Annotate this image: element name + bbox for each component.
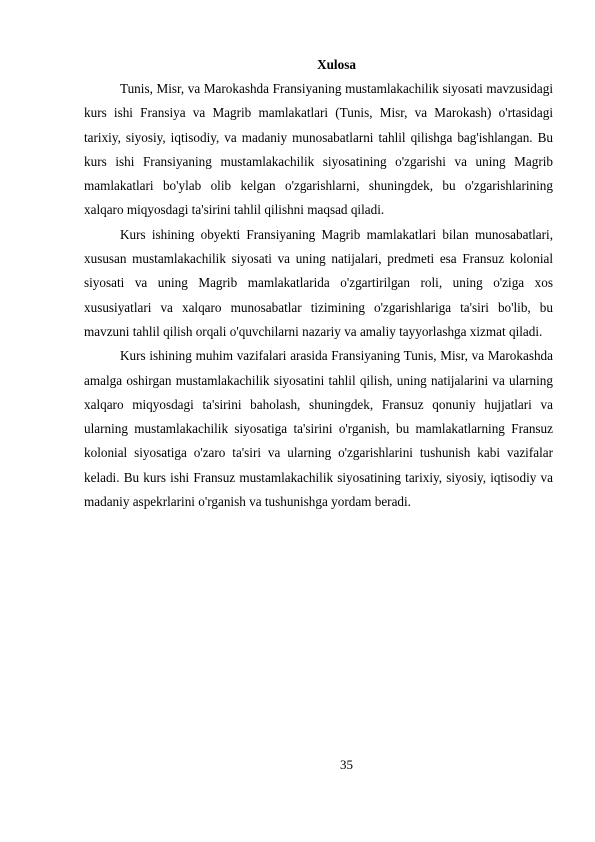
paragraph-tasks: Kurs ishining muhim vazifalari arasida Fransiyaning Tunis, Misr, va Marokashda amalga oshirgan mustamlakachilik siyosatini tahlil qilish, uning natijalarini va ularning xalqaro miqyosdagi ta'sirini baholash, shuningdek, Fransuz qonuniy hujjatlari va ularning mustamlakachilik siyosatiga ta'sirini o'rganish, bu mamlakatlarning Fransuz kolonial siyosatiga o'zaro ta'siri va ularning o'zgarishlarini tushunish kabi vazifalar keladi. Bu kurs ishi Fransuz mustamlakachilik siyosatining tarixiy, siyosiy, iqtisodiy va madaniy aspekrlarini o'rganish va tushunishga yordam beradi. bbox=[84, 348, 553, 510]
document-body bbox=[84, 53, 553, 514]
page-title: Xulosa bbox=[317, 57, 356, 72]
paragraph-introduction: Tunis, Misr, va Marokashda Fransiyaning mustamlakachilik siyosati mavzusidagi kurs ishi Fransiya va Magrib mamlakatlari (Tunis, Misr, va Marokash) o'rtasidagi tarixiy, siyosiy, iqtisodiy, va madaniy munosabatlarni tahlil qilishga bag'ishlangan. Bu kurs ishi Fransiyaning mustamlakachilik siyosatining o'zgarishi va uning Magrib mamlakatlari bo'ylab olib kelgan o'zgarishlarni, shuningdek, bu o'zgarishlarining xalqaro miqyosdagi ta'sirini tahlil qilishni maqsad qiladi. bbox=[84, 81, 553, 218]
page-number: 35 bbox=[340, 757, 353, 772]
paragraph-object-subject: Kurs ishining obyekti Fransiyaning Magrib mamlakatlari bilan munosabatlari, xususan mustamlakachilik siyosati va uning natijalari, predmeti esa Fransuz kolonial siyosati va uning Magrib mamlakatlarida o'zgartirilgan roli, uning o'ziga xos xususiyatlari va xalqaro munosabatlar tizimining o'zgarishlariga ta'siri bo'lib, bu mavzuni tahlil qilish orqali o'quvchilarni nazariy va amaliy tayyorlashga xizmat qiladi. bbox=[84, 226, 553, 339]
